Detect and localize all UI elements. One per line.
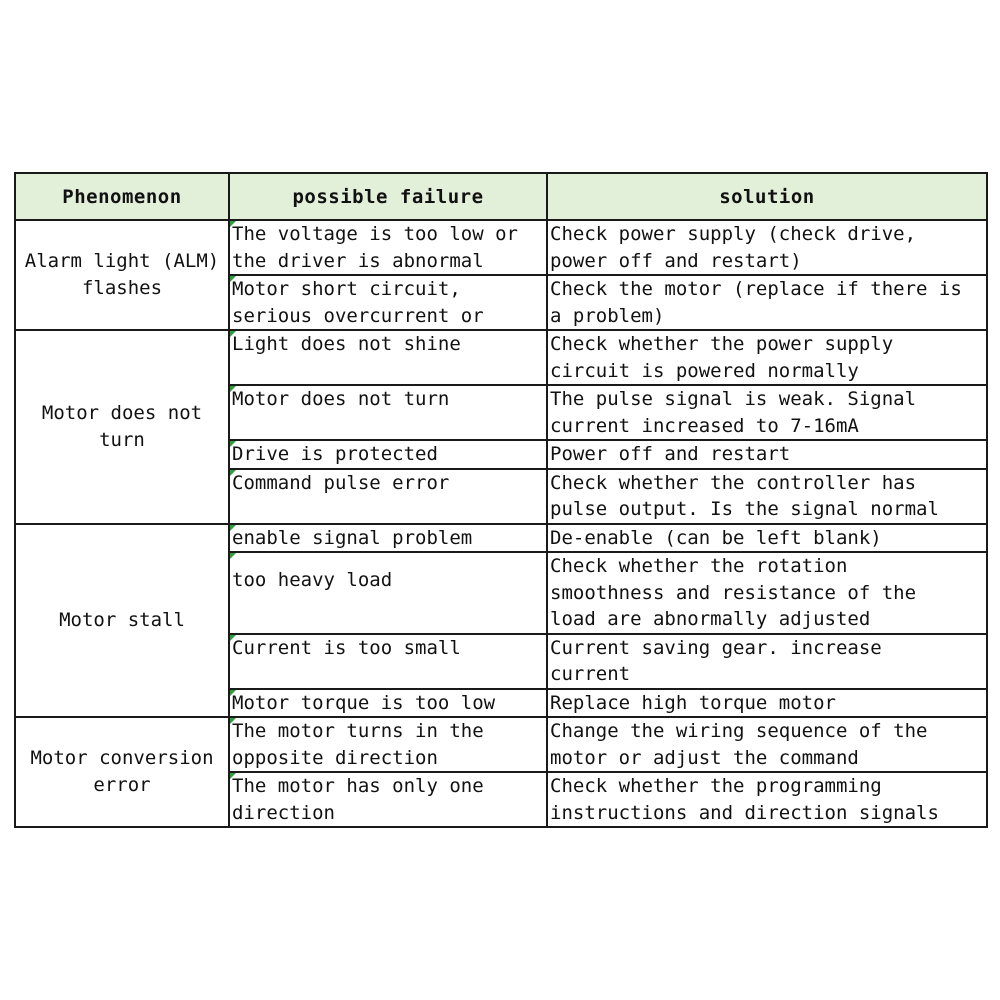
cell-text-line: Motor stall bbox=[59, 608, 185, 631]
solution-cell bbox=[547, 220, 987, 275]
failure-cell bbox=[229, 524, 547, 553]
cell-text-line: Power off and restart bbox=[550, 443, 791, 465]
cell-text-line: Check power supply (check drive, bbox=[550, 223, 917, 245]
phenomenon-cell bbox=[15, 220, 229, 330]
cell-text-line: Drive is protected bbox=[232, 443, 438, 465]
cell-text-line: Check whether the rotation bbox=[550, 555, 848, 577]
solution-cell bbox=[547, 772, 987, 827]
failure-cell bbox=[229, 552, 547, 634]
failure-cell bbox=[229, 717, 547, 772]
cell-text-line: Alarm light (ALM) bbox=[24, 250, 220, 272]
failure-cell bbox=[229, 634, 547, 689]
cell-text-line: instructions and direction signals bbox=[550, 801, 939, 824]
header-row bbox=[15, 173, 987, 220]
cell-text-line: the driver is abnormal bbox=[232, 249, 484, 272]
solution-cell bbox=[547, 469, 987, 524]
cell-text-line: Light does not shine bbox=[232, 333, 461, 355]
cell-text-line: Check whether the controller has bbox=[550, 471, 917, 494]
cell-text-line: pulse output. Is the signal normal bbox=[550, 498, 939, 520]
cell-text-line: The voltage is too low or bbox=[232, 223, 518, 245]
cell-text-line: Current saving gear. increase bbox=[550, 636, 882, 659]
failure-cell bbox=[229, 772, 547, 827]
failure-cell bbox=[229, 330, 547, 385]
cell-text-line: Check the motor (replace if there is bbox=[550, 278, 962, 300]
cell-text-line: smoothness and resistance of the bbox=[550, 581, 917, 604]
table-row bbox=[15, 330, 987, 385]
solution-cell bbox=[547, 689, 987, 718]
cell-text-line: Motor short circuit, bbox=[232, 278, 461, 300]
failure-cell bbox=[229, 275, 547, 330]
cell-text-line: Change the wiring sequence of the bbox=[550, 720, 928, 742]
cell-text-line bbox=[232, 496, 544, 523]
solution-cell bbox=[547, 524, 987, 553]
solution-cell bbox=[547, 440, 987, 469]
cell-text-line: current increased to 7-16mA bbox=[550, 414, 859, 437]
phenomenon-cell bbox=[15, 524, 229, 718]
failure-cell bbox=[229, 220, 547, 275]
fault-table bbox=[14, 172, 988, 828]
header-solution: solution bbox=[547, 173, 987, 220]
cell-text-line bbox=[232, 358, 544, 385]
cell-text-line: too heavy load bbox=[232, 569, 393, 591]
solution-cell bbox=[547, 275, 987, 330]
phenomenon-cell bbox=[15, 717, 229, 827]
cell-text-line: De-enable (can be left blank) bbox=[550, 526, 882, 549]
cell-text-line: flashes bbox=[81, 277, 163, 299]
solution-cell bbox=[547, 717, 987, 772]
solution-cell bbox=[547, 634, 987, 689]
cell-text-line: Motor conversion bbox=[30, 747, 214, 769]
solution-cell bbox=[547, 385, 987, 440]
cell-text-line: enable signal problem bbox=[232, 526, 473, 549]
header-possible-failure: possible failure bbox=[229, 173, 547, 220]
cell-text-line: Check whether the programming bbox=[550, 775, 882, 797]
cell-text-line: Replace high torque motor bbox=[550, 691, 836, 714]
cell-text-line bbox=[232, 413, 544, 440]
cell-text-line: circuit is powered normally bbox=[550, 359, 859, 382]
phenomenon-cell bbox=[15, 330, 229, 524]
cell-text-line: Command pulse error bbox=[232, 471, 450, 494]
cell-text-line: Current is too small bbox=[232, 636, 461, 659]
solution-cell bbox=[547, 552, 987, 634]
cell-text-line: load are abnormally adjusted bbox=[550, 608, 871, 630]
cell-text-line bbox=[232, 661, 544, 688]
cell-text-line: Motor torque is too low bbox=[232, 691, 496, 714]
cell-text-line: The pulse signal is weak. Signal bbox=[550, 388, 917, 410]
cell-text-line: The motor turns in the bbox=[232, 720, 484, 742]
cell-text-line: Check whether the power supply bbox=[550, 333, 894, 355]
failure-cell bbox=[229, 469, 547, 524]
table-row bbox=[15, 717, 987, 772]
header-phenomenon: Phenomenon bbox=[15, 173, 229, 220]
cell-text-line: error bbox=[93, 774, 151, 796]
cell-text-line: Motor does not turn bbox=[232, 388, 450, 410]
cell-text-line: serious overcurrent or bbox=[232, 304, 484, 327]
cell-text-line: a problem) bbox=[550, 304, 665, 327]
cell-text-line: turn bbox=[99, 428, 145, 451]
cell-text-line: Motor does not bbox=[41, 401, 203, 424]
failure-cell bbox=[229, 385, 547, 440]
cell-text-line: motor or adjust the command bbox=[550, 746, 859, 769]
solution-cell bbox=[547, 330, 987, 385]
cell-text-line: current bbox=[550, 663, 631, 685]
table-row bbox=[15, 524, 987, 553]
table-row bbox=[15, 220, 987, 275]
cell-text-line: power off and restart) bbox=[550, 249, 802, 272]
failure-cell bbox=[229, 689, 547, 718]
cell-text-line: opposite direction bbox=[232, 746, 438, 769]
cell-text-line: The motor has only one bbox=[232, 775, 484, 797]
cell-text-line: direction bbox=[232, 801, 335, 824]
failure-cell bbox=[229, 440, 547, 469]
